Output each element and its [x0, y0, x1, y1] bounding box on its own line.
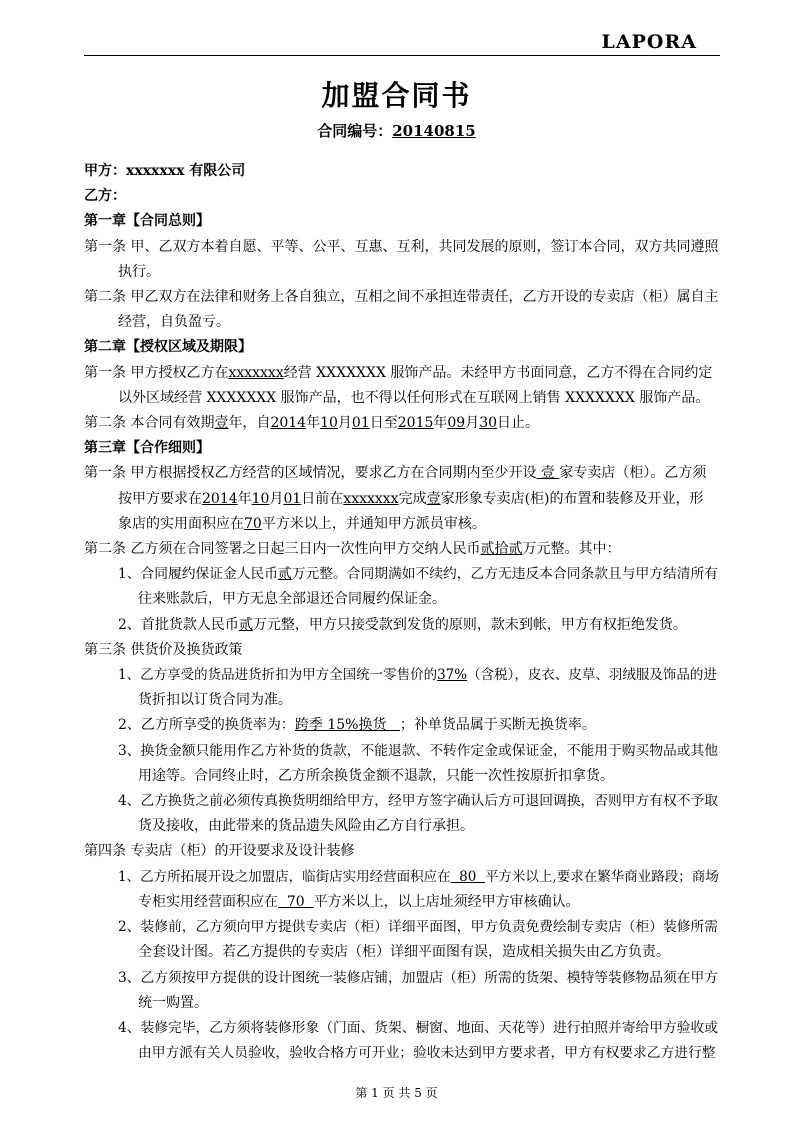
text: 家形象专卖店(柜)的布置和装修及开业，形 — [440, 490, 704, 507]
text: 万元整，甲方只接受款到发货的原则，款未到帐，甲方有权拒绝发货。 — [252, 616, 687, 633]
text: 年 — [237, 490, 252, 507]
ch2-article-1 — [84, 361, 720, 386]
ch3-article-4-item-2: 2、装修前，乙方须向甲方提供专卖店（柜）详细平面图，甲方负责免费绘制专卖店（柜）装修所需 — [118, 919, 719, 936]
text: 万元整。其中： — [522, 541, 621, 558]
ch3-article-4-item-3-cont: 统一购置。 — [138, 994, 208, 1011]
filled-value: 80 — [450, 868, 485, 885]
filled-value: 跨季 15%换货 — [294, 717, 400, 734]
text: 按甲方要求在 — [118, 490, 202, 507]
filled-value: 01 — [351, 415, 370, 432]
chapter-2-heading: 第二章【授权区域及期限】 — [84, 339, 252, 356]
text: 经营 XXXXXXX 服饰产品。未经甲方书面同意，乙方不得在合同约定 — [283, 364, 713, 381]
ch1-article-2: 第二条 甲乙双方在法律和财务上各自独立，互相之间不承担连带责任，乙方开设的专卖店（柜）属自主 — [84, 289, 719, 306]
party-b: 乙方： — [84, 188, 126, 205]
filled-value: 30 — [479, 415, 498, 432]
filled-value: 10 — [251, 490, 270, 507]
text: 月 — [465, 415, 480, 432]
ch3-article-4-item-4-cont: 由甲方派有关人员验收，验收合格方可开业；验收未达到甲方要求者，甲方有权要求乙方进行整 — [138, 1045, 716, 1062]
ch3-article-1-cont — [84, 487, 720, 512]
text: ；补单货品属于买断无换货率。 — [399, 717, 596, 734]
text: 月 — [269, 490, 284, 507]
text: 年 — [306, 415, 321, 432]
ch3-article-3-item-3-cont: 用途等。合同终止时，乙方所余换货金额不退款，只能一次性按原折扣拿货。 — [138, 767, 614, 784]
filled-value: 70 — [244, 515, 262, 532]
ch3-article-4-item-3: 3、乙方须按甲方提供的设计图统一装修店铺，加盟店（柜）所需的货架、模特等装修物品须在甲方 — [118, 969, 719, 986]
ch3-article-2-item-1-cont: 往来账款后，甲方无息全部退还合同履约保证金。 — [138, 591, 446, 608]
filled-value: 壹 — [536, 465, 560, 482]
text: （含税），皮衣、皮草、羽绒服及饰品的进 — [467, 667, 717, 684]
text: 2、首批货款人民币 — [118, 616, 239, 633]
ch2-article-2 — [84, 411, 720, 436]
party-a: 甲方：xxxxxxx 有限公司 — [84, 163, 246, 179]
text: 年，自 — [228, 415, 271, 432]
ch1-article-1: 第一条 甲、乙双方本着自愿、平等、公平、互惠、互利，共同发展的原则，签订本合同，双方共同遵照 — [84, 238, 719, 255]
text: 第二条 乙方须在合同签署之日起三日内一次性向甲方交纳人民币 — [84, 541, 481, 558]
ch3-article-4-item-1-cont — [84, 890, 720, 915]
text: 月 — [337, 415, 352, 432]
ch3-article-3-item-1 — [84, 663, 720, 688]
document-body — [84, 159, 720, 1066]
filled-value: 10 — [320, 415, 338, 432]
brand-logo-text: LAPORA — [601, 31, 697, 53]
filled-value: 壹 — [426, 490, 441, 507]
text: 日止。 — [497, 415, 540, 432]
ch3-article-3-item-3: 3、换货金额只能用作乙方补货的货款，不能退款、不转作定金或保证金，不能用于购买物品或其他 — [118, 742, 719, 759]
filled-value: 壹 — [214, 415, 229, 432]
document-title: 加盟合同书 — [321, 79, 472, 112]
text: 第一条 甲方授权乙方在 — [84, 364, 229, 381]
filled-value: 2015 — [397, 415, 434, 432]
filled-value: 贰 — [238, 616, 253, 633]
ch3-article-1-cont-2 — [84, 512, 720, 537]
text: 1、合同履约保证金人民币 — [118, 566, 278, 583]
filled-value: xxxxxxx — [343, 490, 399, 507]
filled-value: 09 — [447, 415, 466, 432]
filled-value: 贰拾贰 — [480, 541, 523, 558]
contract-number-label: 合同编号： — [317, 122, 393, 140]
ch1-article-1-cont: 执行。 — [118, 263, 160, 280]
text: 平方米以上，以上店址须经甲方审核确认。 — [313, 893, 580, 910]
contract-number — [0, 120, 793, 141]
chapter-3-heading: 第三章【合作细则】 — [84, 440, 210, 457]
header-rule — [84, 55, 720, 56]
text: 完成 — [398, 490, 427, 507]
filled-value: xxxxxxx — [228, 364, 284, 381]
ch3-article-2-item-2 — [84, 613, 720, 638]
text: 平方米以上,要求在繁华商业路段；商场 — [484, 868, 719, 885]
text: 第二条 本合同有效期 — [84, 415, 215, 432]
text: 2、乙方所享受的换货率为： — [118, 717, 295, 734]
text: 家专卖店（柜）。乙方须 — [559, 465, 707, 482]
text: 第一条 甲方根据授权乙方经营的区域情况，要求乙方在合同期内至少开设 — [84, 465, 537, 482]
text: 平方米以上，并通知甲方派员审核。 — [261, 515, 486, 532]
ch1-article-2-cont: 经营，自负盈亏。 — [118, 314, 230, 331]
ch3-article-3-item-1-cont: 货折扣以订货合同为准。 — [138, 692, 292, 709]
text: 年 — [433, 415, 448, 432]
ch3-article-4-item-2-cont: 全套设计图。若乙方提供的专卖店（柜）详细平面图有误，造成相关损失由乙方负责。 — [138, 944, 670, 961]
filled-value: 37% — [437, 667, 468, 684]
ch3-article-3-item-4-cont: 货及接收，由此带来的货品遗失风险由乙方自行承担。 — [138, 818, 474, 835]
text: 象店的实用面积应在 — [118, 515, 244, 532]
ch3-article-2-item-1 — [84, 562, 720, 587]
ch3-article-4-item-1 — [84, 865, 720, 890]
text: 日前在 — [301, 490, 344, 507]
text: 专柜实用经营面积应在 — [138, 893, 278, 910]
text: 1、乙方所拓展开设之加盟店，临街店实用经营面积应在 — [118, 868, 451, 885]
ch3-article-3-item-4: 4、乙方换货之前必须传真换货明细给甲方，经甲方签字确认后方可退回调换，否则甲方有权不予取 — [118, 793, 719, 810]
ch3-article-4-item-4: 4、装修完毕，乙方须将装修形象（门面、货架、橱窗、地面、天花等）进行拍照并寄给甲方验收或 — [118, 1019, 719, 1036]
ch3-article-2 — [84, 537, 720, 562]
filled-value: 70 — [278, 893, 314, 910]
text: 日至 — [369, 415, 398, 432]
ch2-article-1-cont: 以外区域经营 XXXXXXX 服饰产品，也不得以任何形式在互联网上销售 XXXXXXX 服饰产品。 — [118, 389, 710, 406]
filled-value: 2014 — [202, 490, 238, 507]
contract-number-value: 20140815 — [392, 122, 476, 140]
chapter-1-heading: 第一章【合同总则】 — [84, 213, 210, 230]
filled-value: 01 — [283, 490, 302, 507]
ch3-article-3-item-2 — [84, 713, 720, 738]
ch3-article-1 — [84, 461, 720, 486]
filled-value: 贰 — [278, 566, 292, 583]
ch3-article-3-heading: 第三条 供货价及换货政策 — [84, 641, 243, 658]
filled-value: 2014 — [270, 415, 307, 432]
page-number: 第 1 页 共 5 页 — [355, 1086, 438, 1100]
ch3-article-4-heading: 第四条 专卖店（柜）的开设要求及设计装修 — [84, 843, 355, 860]
text: 1、乙方享受的货品进货折扣为甲方全国统一零售价的 — [118, 667, 438, 684]
text: 万元整。合同期满如不续约，乙方无违反本合同条款且与甲方结清所有 — [291, 566, 719, 583]
